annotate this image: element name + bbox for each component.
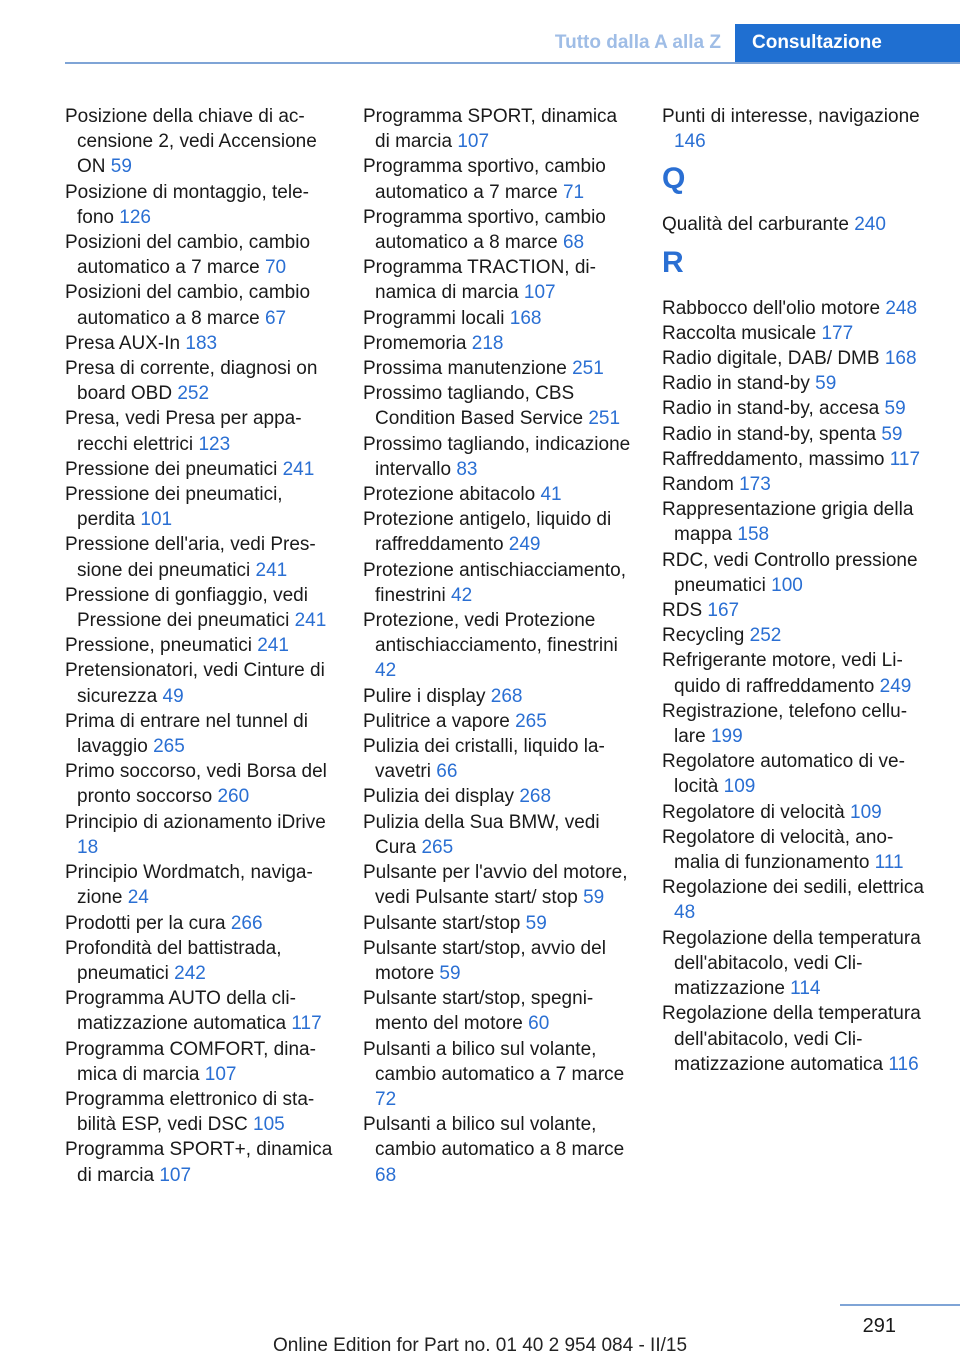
index-entry (662, 321, 932, 346)
index-entry (363, 860, 633, 910)
page-reference-link[interactable]: 66 (436, 761, 458, 783)
page-reference-link[interactable]: 105 (253, 1114, 285, 1136)
index-entry (363, 936, 633, 986)
index-entry (65, 1087, 335, 1137)
index-entry-text: Pretensionatori, vedi Cinture di sicurezza (65, 660, 325, 707)
page-reference-link[interactable]: 107 (457, 131, 490, 153)
index-entry (65, 658, 335, 708)
index-entry-text: Prodotti per la cura (65, 912, 226, 934)
page-reference-link[interactable]: 241 (294, 610, 327, 632)
index-entry-text: Prossimo tagliando, CBS Condition Based Service (363, 383, 584, 430)
page-reference-link[interactable]: 248 (885, 297, 918, 319)
page-reference-link[interactable]: 107 (204, 1063, 237, 1085)
index-entry-text: RDC, vedi Controllo pressione pneumatici (662, 549, 918, 596)
index-entry-text: Pulizia dei display (363, 786, 515, 808)
page-reference-link[interactable]: 42 (451, 584, 473, 606)
page-reference-link[interactable]: 168 (509, 307, 542, 329)
page-reference-link[interactable]: 49 (162, 685, 184, 707)
page-reference-link[interactable]: 116 (888, 1053, 919, 1075)
page-reference-link[interactable]: 24 (127, 887, 149, 909)
index-entry-text: Pulsante start/stop, avvio del motore (363, 937, 606, 984)
index-entry-text: Pulsanti a bilico sul volante, cambio automatico a 8 marce (363, 1114, 625, 1161)
index-entry (363, 507, 633, 557)
index-entry (662, 598, 932, 623)
index-entry-text: Pressione di gonfiaggio, vedi Pressione dei pneumatici (65, 584, 308, 632)
index-entry (65, 230, 335, 280)
index-entry (363, 255, 633, 305)
page-reference-link[interactable]: 59 (881, 423, 903, 445)
index-entry (363, 810, 633, 860)
page-reference-link[interactable]: 249 (508, 534, 541, 556)
index-entry (662, 875, 932, 925)
page-reference-link[interactable]: 251 (588, 408, 621, 430)
page-reference-link[interactable]: 268 (490, 685, 523, 707)
index-entry-text: Programma sportivo, cambio automatico a 8 marce (363, 206, 606, 254)
chapter-tab: Consultazione (735, 24, 960, 62)
index-entry-text: Regolatore di velocità (662, 801, 845, 823)
index-entry-text: Posizioni del cambio, cambio automatico a 7 marce (65, 232, 311, 279)
index-entry (363, 104, 633, 154)
page-reference-link[interactable]: 18 (77, 836, 99, 858)
index-entry-text: Prima di entrare nel tunnel di lavaggio (65, 710, 308, 758)
index-entry-text: Punti di interesse, navigazione (662, 106, 920, 127)
page-reference-link[interactable]: 72 (375, 1088, 397, 1110)
index-entry-text: Programma SPORT, dinamica di marcia (363, 106, 618, 153)
page-reference-link[interactable]: 100 (771, 574, 803, 596)
index-entry-text: Prossimo tagliando, indicazione intervallo (363, 433, 631, 480)
index-entry-text: Presa AUX-In (65, 332, 181, 354)
index-entry-text: Primo soccorso, vedi Borsa del pronto soccorso (65, 761, 327, 808)
index-entry-text: Profondità del battistrada, pneumatici (65, 937, 282, 984)
page-reference-link[interactable]: 107 (159, 1164, 192, 1186)
index-entry-text: Qualità del carburante (662, 214, 849, 236)
index-entry (65, 406, 335, 456)
index-entry-text: Regolatore automatico di velocità (662, 751, 905, 798)
index-entry (65, 532, 335, 582)
index-entry-text: Raccolta musicale (662, 322, 817, 344)
index-entry (662, 472, 932, 497)
index-entry-text: Pulsante start/stop (363, 912, 521, 934)
index-entry-text: Raffreddamento, massimo (662, 448, 885, 470)
index-entry (662, 699, 932, 749)
index-entry (662, 926, 932, 1002)
index-entry (363, 154, 633, 204)
page-reference-link[interactable]: 265 (421, 836, 454, 858)
index-entry-text: Radio digitale, DAB/ DMB (662, 348, 880, 370)
index-column-1 (65, 104, 335, 1188)
page-header (65, 24, 960, 64)
index-entry (65, 633, 335, 658)
index-entry (662, 648, 932, 698)
index-column-3 (662, 104, 932, 1077)
index-entry (662, 104, 932, 154)
index-entry-text: Prossima manutenzione (363, 358, 567, 380)
index-entry (363, 306, 633, 331)
index-entry-text: Recycling (662, 625, 745, 647)
index-entry (65, 709, 335, 759)
page-reference-link[interactable]: 70 (264, 257, 287, 279)
page-reference-link[interactable]: 41 (540, 484, 562, 506)
page-reference-link[interactable]: 117 (291, 1013, 322, 1035)
index-entry (65, 1137, 335, 1187)
index-entry (662, 346, 932, 371)
index-entry (363, 911, 633, 936)
index-entry (662, 296, 932, 321)
index-entry (363, 356, 633, 381)
page-reference-link[interactable]: 109 (723, 776, 756, 798)
index-entry-text: Programmi locali (363, 307, 505, 329)
page-reference-link[interactable]: 242 (174, 962, 206, 984)
index-entry-text: Regolatore di velocità, anomalia di funzionamento (662, 826, 894, 874)
page-reference-link[interactable]: 123 (198, 433, 231, 455)
page-reference-link[interactable]: 42 (375, 660, 397, 682)
index-entry-text: Pulsante start/stop, spegnimento del motore (363, 988, 594, 1035)
page-reference-link[interactable]: 126 (119, 206, 151, 228)
index-entry (363, 1037, 633, 1113)
index-entry (662, 623, 932, 648)
page-reference-link[interactable]: 107 (523, 282, 556, 304)
index-entry (662, 749, 932, 799)
index-entry (363, 432, 633, 482)
index-entry-text: Radio in stand-by, accesa (662, 398, 880, 420)
index-entry (662, 825, 932, 875)
index-entry-text: Pressione dei pneumatici (65, 458, 278, 480)
index-entry-text: Pulsanti a bilico sul volante, cambio automatico a 7 marce (363, 1038, 625, 1085)
page-reference-link[interactable]: 183 (185, 332, 218, 354)
page-reference-link[interactable]: 168 (884, 348, 917, 370)
index-entry (363, 1112, 633, 1188)
index-entry-text: Promemoria (363, 332, 467, 354)
page-reference-link[interactable]: 109 (850, 801, 882, 823)
index-entry (65, 759, 335, 809)
index-entry (65, 911, 335, 936)
index-entry-text: Radio in stand-by (662, 373, 810, 395)
page-reference-link[interactable]: 59 (439, 962, 461, 984)
index-entry (363, 986, 633, 1036)
index-entry-text: Pressione, pneumatici (65, 635, 252, 657)
index-entry-text: Programma TRACTION, dinamica di marcia (363, 257, 596, 304)
index-entry (662, 212, 932, 237)
index-entry-text: Programma COMFORT, dinamica di marcia (65, 1038, 316, 1085)
page-reference-link[interactable]: 111 (874, 852, 904, 874)
index-entry-text: Programma elettronico di stabilità ESP, vedi DSC (65, 1088, 315, 1136)
index-entry (363, 684, 633, 709)
page-reference-link[interactable]: 114 (790, 978, 821, 1000)
page-number: 291 (862, 1315, 896, 1337)
index-entry-text: Programma SPORT+, dinamica di marcia (65, 1139, 333, 1186)
page-reference-link[interactable]: 241 (255, 559, 288, 581)
page-reference-link[interactable]: 48 (674, 902, 696, 924)
page-reference-link[interactable]: 117 (889, 448, 921, 470)
section-tab: Tutto dalla A alla Z (554, 32, 721, 53)
index-entry-text: Regolazione della temperatura dell'abitacolo, vedi Climatizzazione automatica (662, 1003, 921, 1075)
index-entry (363, 558, 633, 608)
index-entry-text: Posizione della chiave di accensione 2, vedi Accensione ON (65, 106, 317, 178)
index-entry (65, 104, 335, 180)
page-reference-link[interactable]: 59 (583, 887, 605, 909)
index-entry (662, 447, 932, 472)
index-entry (65, 280, 335, 330)
page-reference-link[interactable]: 68 (562, 232, 585, 254)
index-entry (662, 800, 932, 825)
index-letter-heading: R (662, 245, 684, 279)
page-reference-link[interactable]: 199 (710, 726, 743, 748)
index-entry (363, 709, 633, 734)
page-reference-link[interactable]: 59 (884, 398, 906, 420)
index-entry (65, 331, 335, 356)
index-entry-text: Protezione antischiacciamento, finestrini (363, 559, 626, 606)
edition-footer: Online Edition for Part no. 01 40 2 954 084 - II/15 (272, 1335, 688, 1356)
index-entry (662, 1001, 932, 1077)
index-entry-text: Random (662, 474, 734, 496)
index-entry-text: Posizioni del cambio, cambio automatico a 8 marce (65, 282, 311, 329)
index-entry-text: Regolazione dei sedili, elettrica (662, 877, 924, 899)
index-entry-text: Principio di azionamento iDrive (65, 811, 326, 833)
index-entry (363, 482, 633, 507)
page-reference-link[interactable]: 59 (525, 912, 547, 934)
index-entry (363, 381, 633, 431)
index-entry-text: Pressione dell'aria, vedi Pressione dei pneumatici (65, 534, 316, 581)
page-reference-link[interactable]: 241 (257, 635, 289, 657)
page-reference-link[interactable]: 60 (528, 1013, 550, 1035)
page-reference-link[interactable]: 71 (562, 181, 585, 203)
index-entry-text: Pulsante per l'avvio del motore, vedi Pulsante start/ stop (363, 862, 628, 909)
index-entry (662, 371, 932, 396)
index-entry (363, 331, 633, 356)
index-entry (65, 356, 335, 406)
page-reference-link[interactable]: 67 (264, 307, 287, 329)
page-reference-link[interactable]: 266 (230, 912, 263, 934)
index-entry-text: Rappresentazione grigia della mappa (662, 499, 914, 546)
index-entry (65, 482, 335, 532)
page-reference-link[interactable]: 260 (217, 786, 250, 808)
page-reference-link[interactable]: 240 (854, 214, 886, 236)
page-reference-link[interactable]: 173 (739, 474, 771, 496)
index-entry (65, 583, 335, 633)
page-reference-link[interactable]: 167 (707, 600, 740, 622)
index-entry-text: Principio Wordmatch, navigazione (65, 862, 313, 909)
index-entry (363, 205, 633, 255)
index-entry (65, 180, 335, 230)
page-reference-link[interactable]: 146 (674, 131, 706, 153)
index-letter-heading: Q (662, 162, 686, 196)
index-entry (363, 608, 633, 684)
index-entry-text: RDS (662, 600, 703, 622)
index-entry (662, 548, 932, 598)
index-entry (662, 396, 932, 421)
index-entry-text: Pulitrice a vapore (363, 710, 510, 732)
index-entry (65, 1037, 335, 1087)
index-entry-text: Protezione antigelo, liquido di raffreddamento (363, 509, 612, 556)
page-reference-link[interactable]: 68 (375, 1164, 397, 1186)
index-entry-text: Pulizia dei cristalli, liquido lavavetri (363, 736, 605, 783)
index-entry-text: Programma AUTO della climatizzazione automatica (65, 988, 296, 1035)
index-entry (65, 810, 335, 860)
index-entry-text: Pressione dei pneumatici, perdita (65, 484, 283, 531)
page-reference-link[interactable]: 249 (879, 675, 912, 697)
index-entry (65, 860, 335, 910)
index-entry-text: Pulire i display (363, 685, 486, 707)
page-reference-link[interactable]: 177 (821, 322, 854, 344)
index-entry-text: Rabbocco dell'olio motore (662, 297, 881, 319)
page-reference-link[interactable]: 252 (749, 625, 782, 647)
index-entry (65, 457, 335, 482)
index-entry (662, 497, 932, 547)
page-reference-link[interactable]: 265 (153, 736, 185, 758)
page-reference-link[interactable]: 59 (110, 156, 132, 178)
page-reference-link[interactable]: 268 (519, 786, 552, 808)
index-entry-text: Regolazione della temperatura dell'abitacolo, vedi Climatizzazione (662, 927, 921, 1000)
index-entry-text: Pulizia della Sua BMW, vedi Cura (363, 811, 600, 858)
index-entry-text: Programma sportivo, cambio automatico a 7 marce (363, 156, 606, 203)
index-entry-text: Presa, vedi Presa per apparecchi elettrici (65, 408, 302, 455)
index-entry (65, 936, 335, 986)
page-reference-link[interactable]: 252 (177, 383, 210, 405)
index-entry-text: Registrazione, telefono cellulare (662, 700, 908, 748)
page-reference-link[interactable]: 59 (815, 373, 837, 395)
page-reference-link[interactable]: 241 (282, 458, 315, 480)
index-entry (363, 734, 633, 784)
page-reference-link[interactable]: 251 (572, 358, 604, 380)
index-entry-text: Posizione di montaggio, telefono (65, 181, 309, 228)
index-entry-text: Presa di corrente, diagnosi on board OBD (65, 358, 318, 405)
page-reference-link[interactable]: 83 (456, 458, 478, 480)
index-entry-text: Protezione abitacolo (363, 484, 536, 506)
page-number-rule (840, 1304, 960, 1306)
index-column-2 (363, 104, 633, 1188)
index-entry-text: Protezione, vedi Protezione antischiacciamento, finestrini (363, 610, 618, 657)
index-entry-text: Radio in stand-by, spenta (662, 423, 877, 445)
index-entry (363, 784, 633, 809)
index-entry (65, 986, 335, 1036)
page-reference-link[interactable]: 101 (140, 509, 173, 531)
page-reference-link[interactable]: 265 (515, 710, 547, 732)
index-entry (662, 422, 932, 447)
index-entry-text: Refrigerante motore, vedi Liquido di raffreddamento (662, 650, 903, 697)
page-reference-link[interactable]: 158 (737, 524, 770, 546)
page-reference-link[interactable]: 218 (471, 332, 504, 354)
